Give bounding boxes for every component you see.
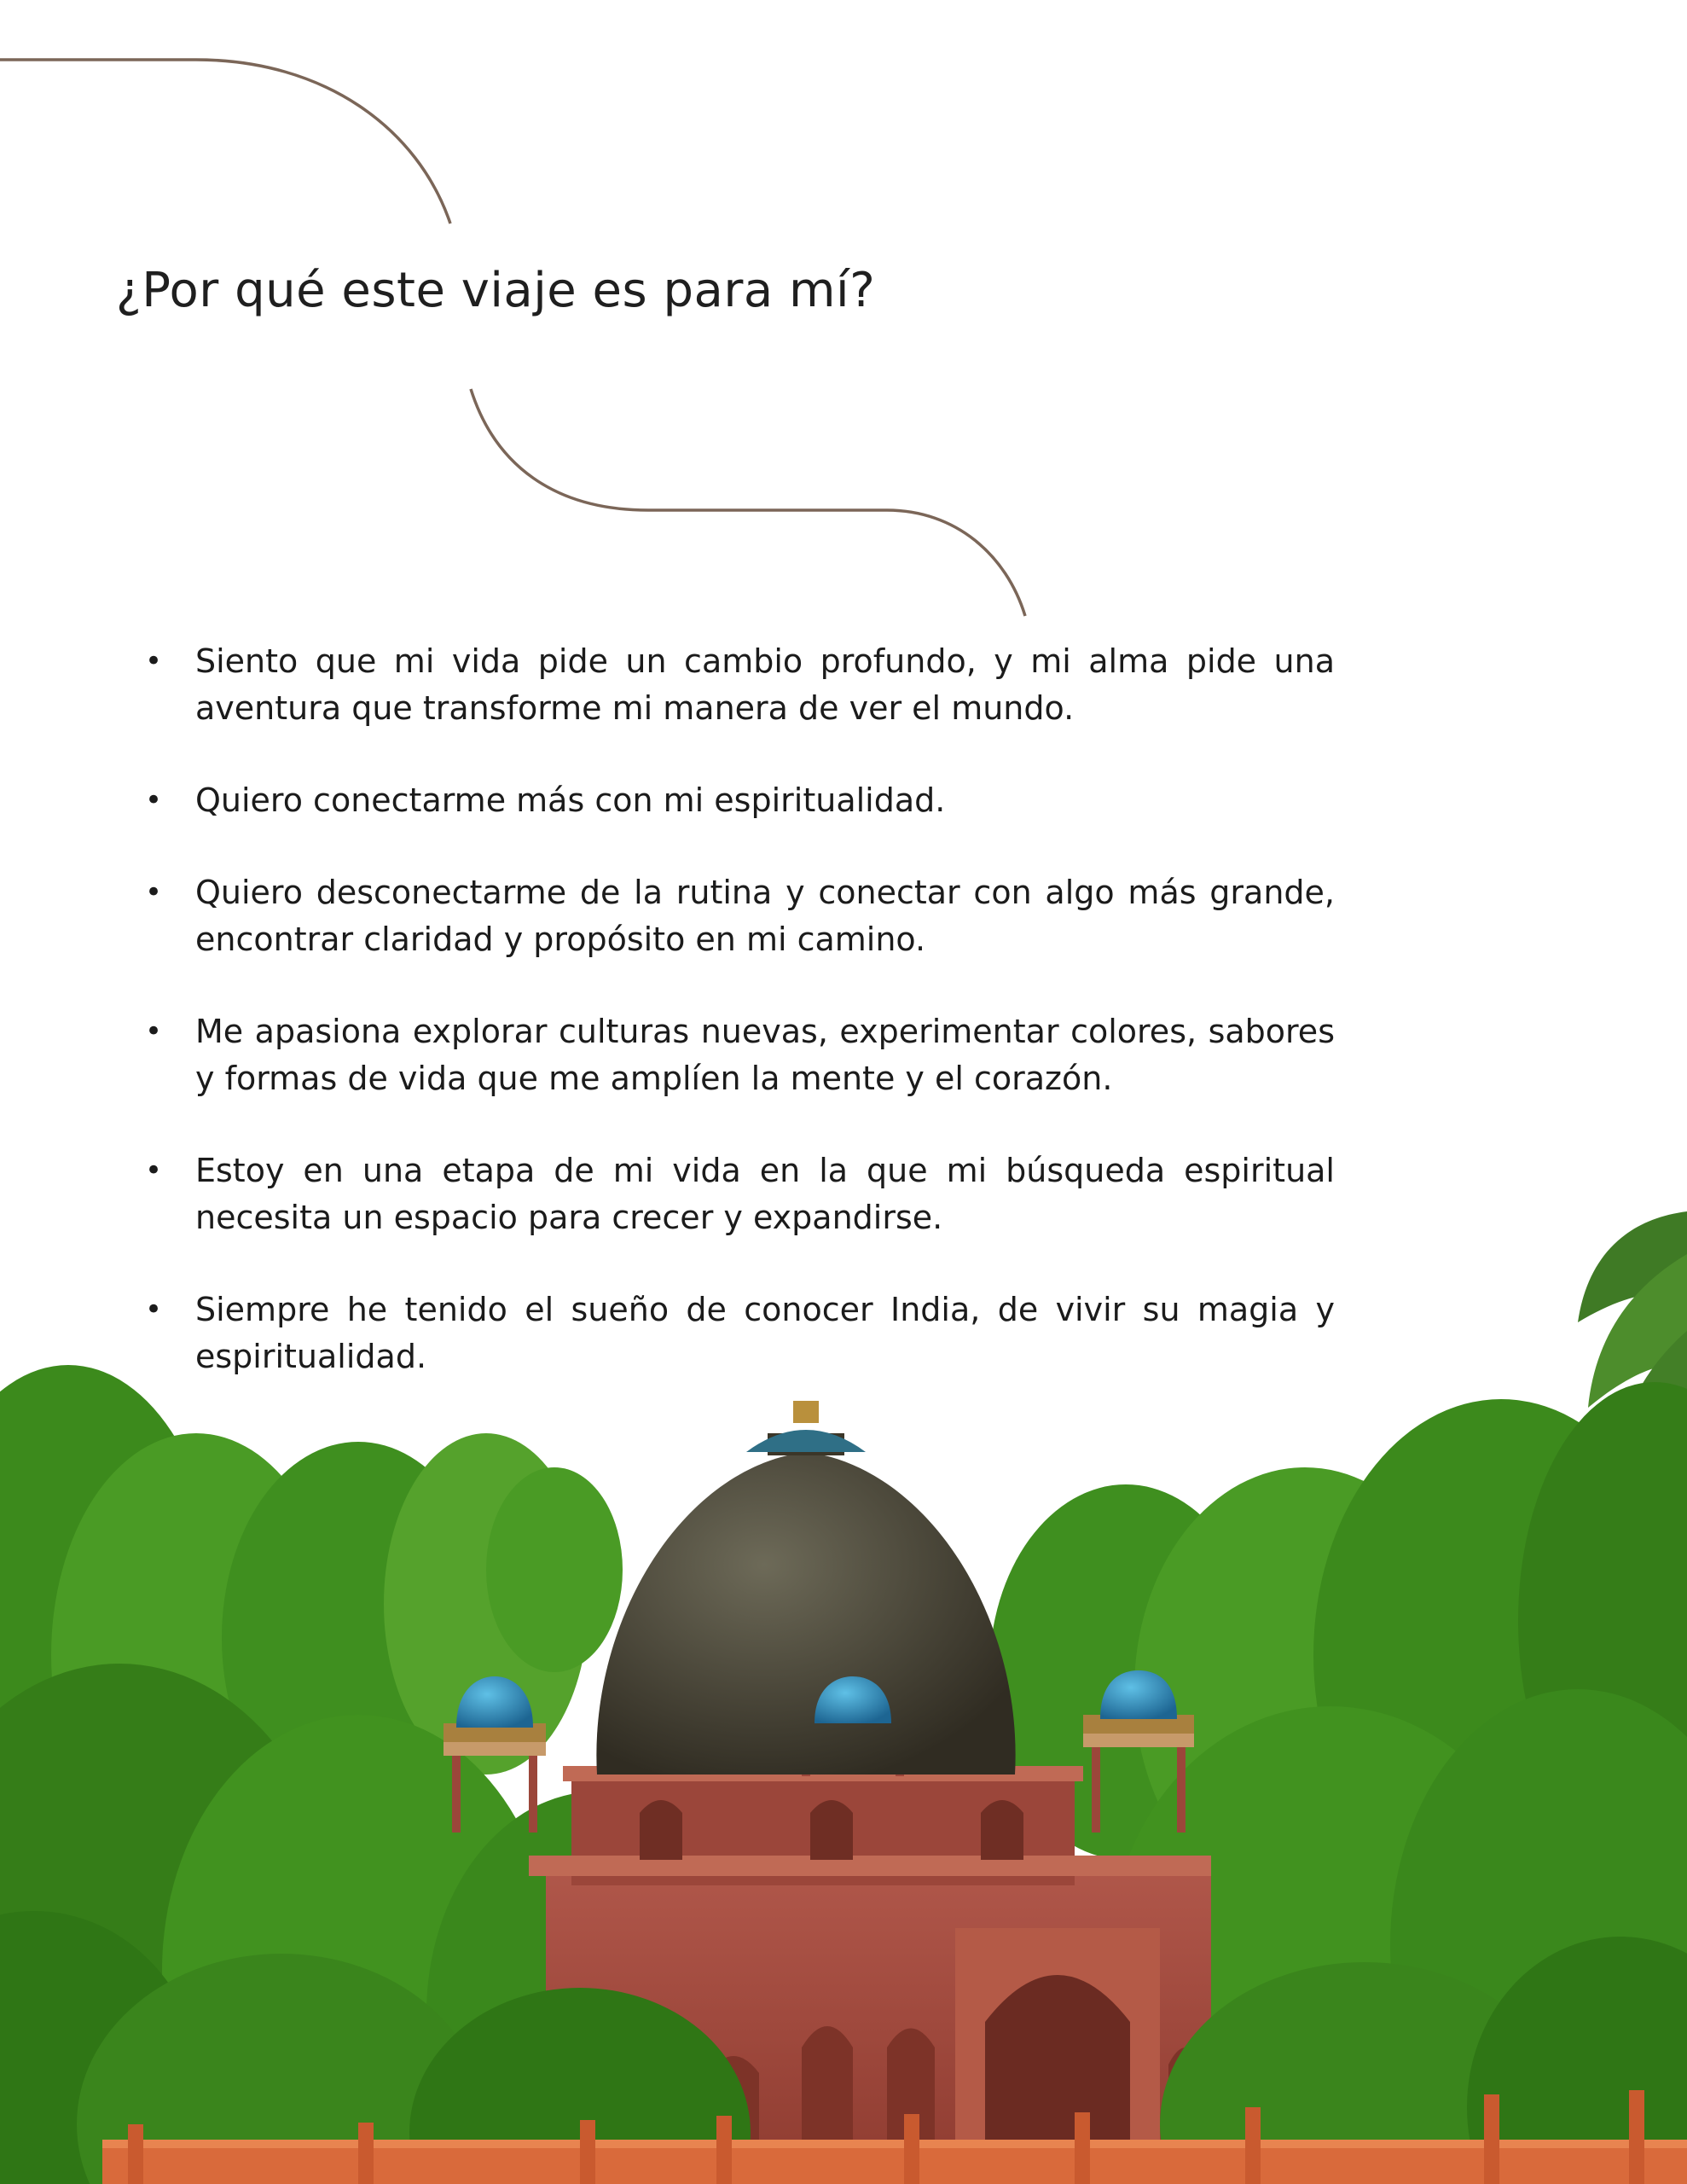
- list-item-text: Me apasiona explorar culturas nuevas, experimentar colores, sabores y formas de vida que me amplíen la mente y el corazón.: [195, 1013, 1335, 1097]
- list-item: [136, 638, 1335, 732]
- bullet-icon: •: [145, 1014, 163, 1048]
- list-item-text: Quiero desconectarme de la rutina y conectar con algo más grande, encontrar claridad y propósito en mi camino.: [195, 874, 1335, 958]
- list-item-text: Estoy en una etapa de mi vida en la que mi búsqueda espiritual necesita un espacio para crecer y expandirse.: [195, 1152, 1335, 1236]
- list-item: [136, 777, 1335, 824]
- list-item: [136, 1008, 1335, 1102]
- list-item-text: Siento que mi vida pide un cambio profundo, y mi alma pide una aventura que transforme mi manera de ver el mundo.: [195, 642, 1335, 727]
- tomb-illustration: [0, 1177, 1687, 2184]
- list-item-text: Siempre he tenido el sueño de conocer India, de vivir su magia y espiritualidad.: [195, 1291, 1335, 1375]
- list-item: [136, 869, 1335, 963]
- top-curve: [0, 60, 450, 224]
- bullet-icon: •: [145, 875, 163, 909]
- bullet-icon: •: [145, 644, 163, 678]
- dome-icon: [596, 1401, 1015, 1774]
- middle-curve: [471, 389, 1025, 616]
- bullet-icon: •: [145, 1153, 163, 1188]
- bullet-icon: •: [145, 783, 163, 817]
- page-title: ¿Por qué este viaje es para mí?: [116, 263, 876, 318]
- decorative-curves: [0, 0, 1687, 648]
- list-item-text: Quiero conectarme más con mi espiritualidad.: [195, 781, 946, 819]
- bullet-icon: •: [145, 1292, 163, 1327]
